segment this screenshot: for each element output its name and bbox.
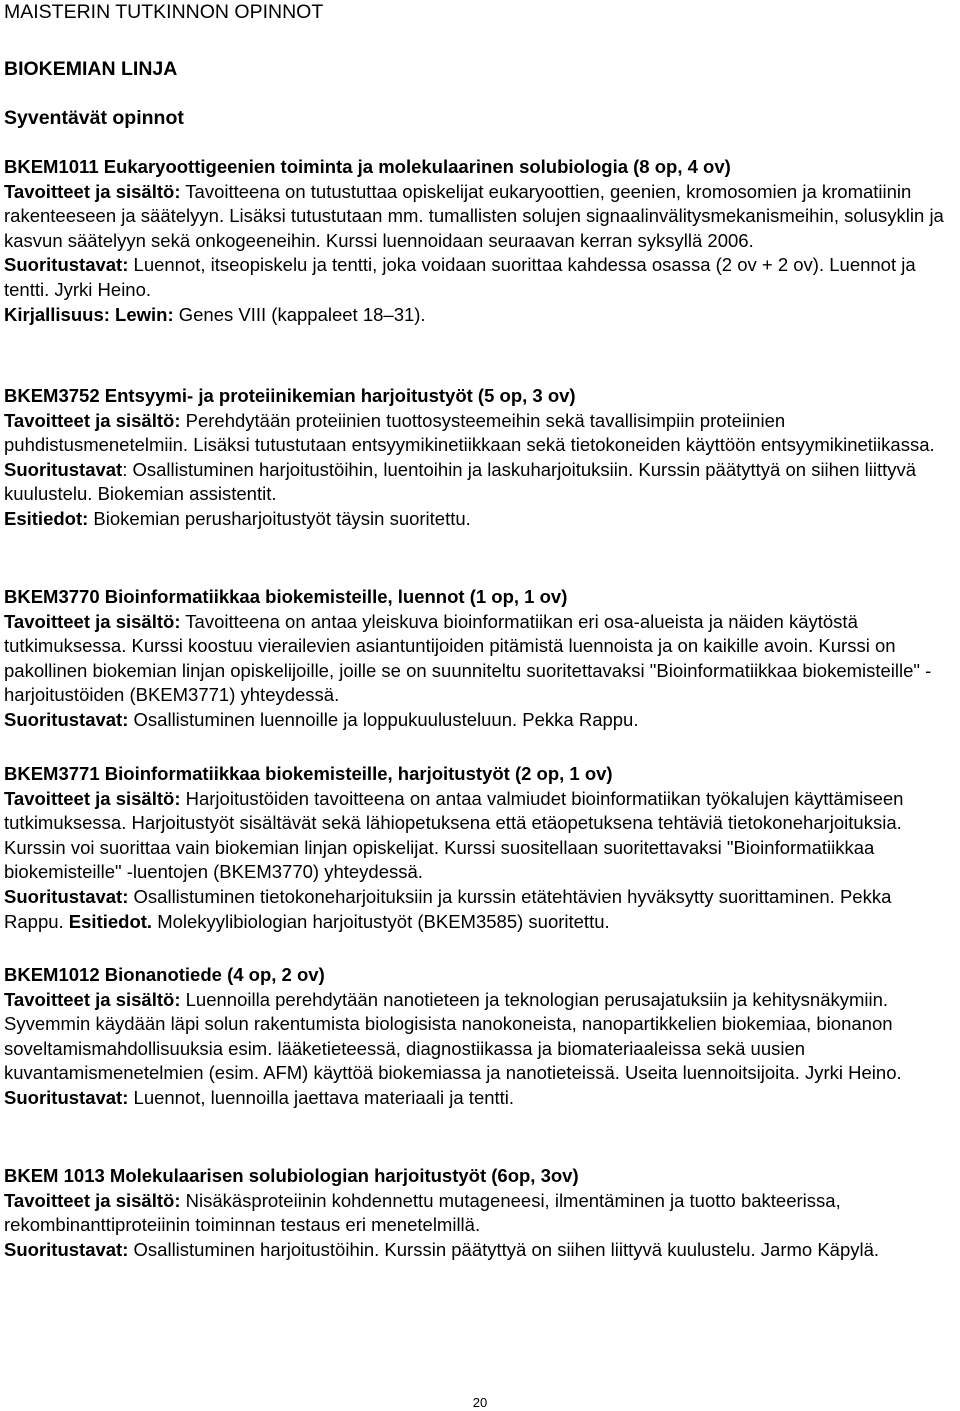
- course-prerequisites: [4, 507, 956, 532]
- course-block: [4, 585, 956, 733]
- goals-label: Tavoitteet ja sisältö:: [4, 180, 181, 202]
- goals-text: Tavoitteena on antaa yleiskuva bioinformatiikan eri osa-alueista ja näiden käytöstä tutkimuksessa. Kurssi koostuu vierailevien asiantuntijoiden pitämistä luennoista ja on kaikille avoin. Kurssi on pakollinen biokemian linjan opiskelijoille, joille se on suunniteltu suoritettavaksi "Bioinformatiikkaa biokemisteille" -harjoitustöiden (BKEM3771) yhteydessä.: [4, 610, 932, 706]
- course-goals: [4, 180, 956, 254]
- goals-label: Tavoitteet ja sisältö:: [4, 409, 181, 431]
- methods-text: Luennot, luennoilla jaettava materiaali ja tentti.: [128, 1086, 515, 1108]
- section-heading-linja: BIOKEMIAN LINJA: [4, 58, 178, 80]
- methods-label: Suoritustavat:: [4, 885, 129, 907]
- course-methods: [4, 885, 956, 934]
- methods-text: Luennot, itseopiskelu ja tentti, joka voidaan suorittaa kahdessa osassa (2 ov + 2 ov). Luennot ja tentti. Jyrki Heino.: [4, 254, 916, 300]
- goals-text: Tavoitteena on tutustuttaa opiskelijat eukaryoottien, geenien, kromosomien ja kromatiinin rakenteeseen ja säätelyyn. Lisäksi tutustutaan mm. tumallisten solujen signaalinvälitysmekanismeihin, solusyklin ja kasvun säätelyyn sekä onkogeeneihin. Kurssi luennoidaan seuraavan kerran syksyllä 2006.: [4, 180, 944, 251]
- course-title: BKEM1012 Bionanotiede (4 op, 2 ov): [4, 964, 325, 985]
- course-title: BKEM3771 Bioinformatiikkaa biokemisteille, harjoitustyöt (2 op, 1 ov): [4, 763, 613, 784]
- prerequisites-label: Esitiedot.: [68, 910, 153, 932]
- methods-text: Osallistuminen luennoille ja loppukuulusteluun. Pekka Rappu.: [128, 708, 639, 730]
- course-methods: [4, 1238, 956, 1263]
- course-methods: [4, 253, 956, 302]
- goals-text: Perehdytään proteiinien tuottosysteemeihin sekä tavallisimpiin proteiinien puhdistusmenetelmiin. Lisäksi tutustutaan entsyymikinetiikkaan sekä tietokoneiden käyttöön entsyymikinetiikassa.: [4, 409, 935, 456]
- page-number: 20: [472, 1395, 488, 1410]
- course-methods: [4, 708, 956, 733]
- subsection-heading: Syventävät opinnot: [4, 107, 184, 129]
- methods-label: Suoritustavat:: [4, 254, 129, 276]
- course-title: BKEM 1013 Molekulaarisen solubiologian harjoitustyöt (6op, 3ov): [4, 1165, 579, 1186]
- goals-label: Tavoitteet ja sisältö:: [4, 988, 181, 1010]
- course-title: BKEM3770 Bioinformatiikkaa biokemisteille, luennot (1 op, 1 ov): [4, 586, 568, 607]
- methods-label: Suoritustavat:: [4, 708, 129, 730]
- course-block: [4, 963, 956, 1111]
- prerequisites-label: Esitiedot:: [4, 507, 89, 529]
- literature-text: Genes VIII (kappaleet 18–31).: [173, 303, 426, 325]
- methods-label: Suoritustavat:: [4, 1238, 129, 1260]
- course-goals: [4, 1189, 956, 1238]
- methods-text: Osallistuminen harjoitustöihin. Kurssin päätyttyä on siihen liittyvä kuulustelu. Jarmo Käpylä.: [128, 1238, 880, 1260]
- page-title: MAISTERIN TUTKINNON OPINNOT: [4, 1, 324, 23]
- methods-label: Suoritustavat:: [4, 1086, 129, 1108]
- course-block: [4, 155, 956, 327]
- goals-label: Tavoitteet ja sisältö:: [4, 1189, 181, 1211]
- course-goals: [4, 409, 956, 458]
- course-title: BKEM1011 Eukaryoottigeenien toiminta ja molekulaarinen solubiologia (8 op, 4 ov): [4, 156, 731, 177]
- course-goals: [4, 988, 956, 1086]
- course-goals: [4, 787, 956, 885]
- course-block: [4, 384, 956, 532]
- prerequisites-text: Biokemian perusharjoitustyöt täysin suoritettu.: [88, 507, 471, 529]
- course-literature: [4, 303, 956, 328]
- methods-text: : Osallistuminen harjoitustöihin, luentoihin ja laskuharjoituksiin. Kurssin päätyttyä on siihen liittyvä kuulustelu. Biokemian assistentit.: [4, 458, 917, 505]
- prerequisites-text: Molekyylibiologian harjoitustyöt (BKEM3585) suoritettu.: [152, 910, 610, 932]
- methods-text: Osallistuminen tietokoneharjoituksiin ja kurssin etätehtävien hyväksytty suorittaminen. Pekka Rappu.: [4, 885, 892, 932]
- goals-label: Tavoitteet ja sisältö:: [4, 787, 181, 809]
- course-methods: [4, 458, 956, 507]
- goals-text: Luennoilla perehdytään nanotieteen ja teknologian perusajatuksiin ja kehitysnäkymiin. Syvemmin käydään läpi solun rakentumista biologisista nanokoneista, nanopartikkelien biokemiaa, bionanon soveltamismahdollisuuksia esim. lääketieteessä, diagnostiikassa ja biomateriaaleissa sekä uusien kuvantamismenetelmien (esim. AFM) käyttöä biokemiassa ja nanotieteissä. Useita luennoitsijoita. Jyrki Heino.: [4, 988, 902, 1084]
- goals-text: Harjoitustöiden tavoitteena on antaa valmiudet bioinformatiikan työkalujen käyttämiseen tutkimuksessa. Harjoitustyöt sisältävät sekä lähiopetuksena että etäopetuksena tehtäviä tietokoneharjoituksia. Kurssin voi suorittaa vain biokemian linjan opiskelijat. Kurssi suositellaan suoritettavaksi "Bioinformatiikkaa biokemisteille" -luentojen (BKEM3770) yhteydessä.: [4, 787, 904, 883]
- course-methods: [4, 1086, 956, 1111]
- literature-label: Kirjallisuus: Lewin:: [4, 303, 174, 325]
- course-block: [4, 762, 956, 934]
- methods-label: Suoritustavat: [4, 458, 123, 480]
- course-goals: [4, 610, 956, 708]
- course-title: BKEM3752 Entsyymi- ja proteiinikemian harjoitustyöt (5 op, 3 ov): [4, 385, 576, 406]
- course-block: [4, 1164, 956, 1262]
- goals-label: Tavoitteet ja sisältö:: [4, 610, 181, 632]
- goals-text: Nisäkäsproteiinin kohdennettu mutageneesi, ilmentäminen ja tuotto bakteerissa, rekombinanttiproteiinin toiminnan testaus eri menetelmillä.: [4, 1189, 841, 1236]
